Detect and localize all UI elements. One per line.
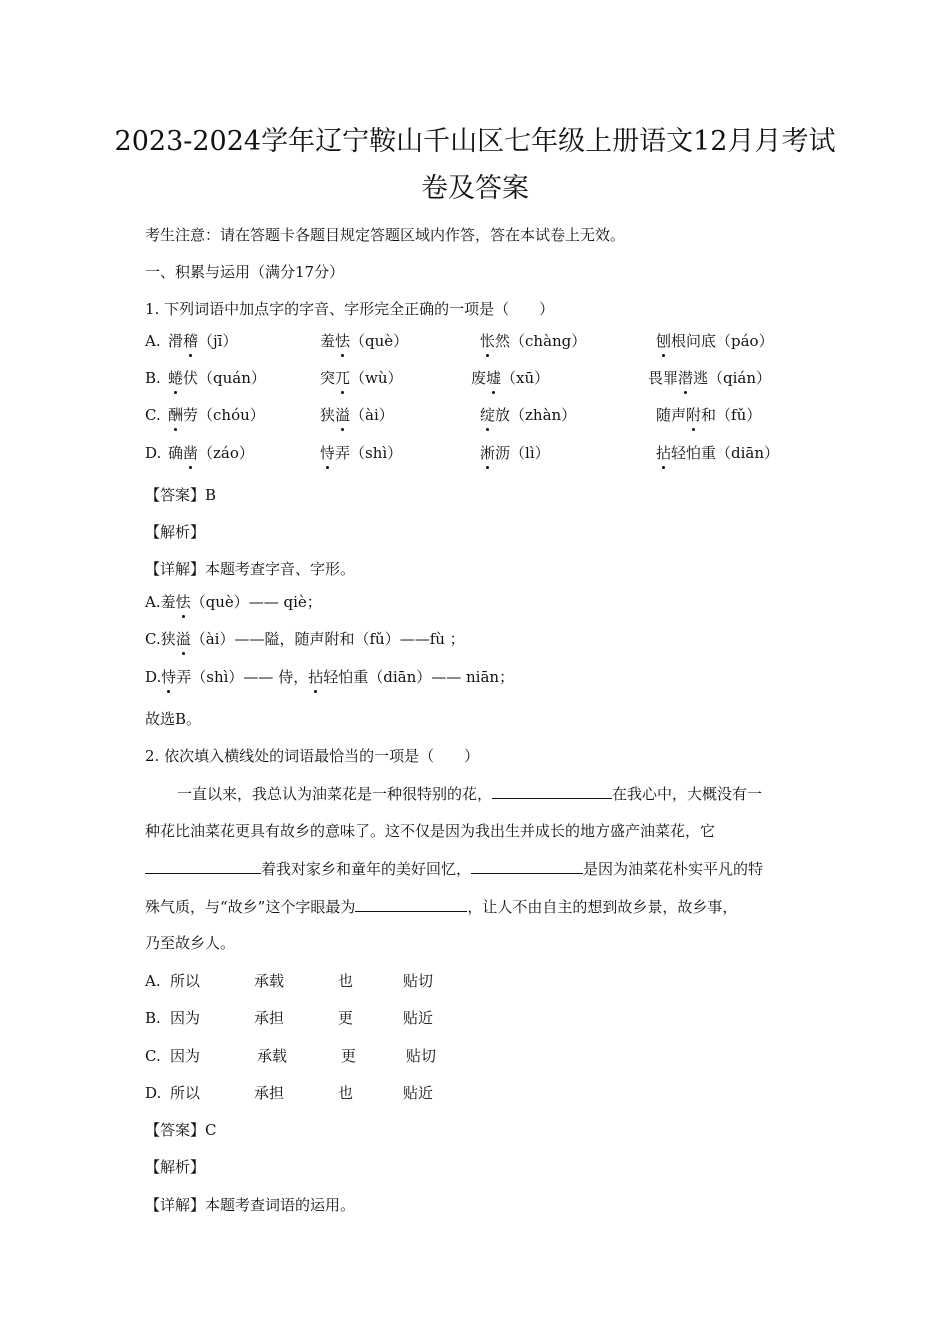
dotted-char: 凿 — [183, 444, 199, 462]
option-letter: C. — [145, 406, 161, 424]
passage-line-4: 殊气质，与“故乡”这个字眼最为 ，让人不由自主的想到故乡景，故乡事， — [145, 895, 807, 918]
option-word: 承载 — [254, 972, 285, 990]
dotted-char: 怅 — [480, 332, 496, 350]
option-letter: D. — [145, 1084, 162, 1102]
dotted-char: 兀 — [335, 369, 351, 387]
option-word: 也 — [338, 972, 354, 990]
passage-line-5: 乃至故乡人。 — [145, 934, 236, 952]
option-item: 突兀（wù） — [320, 369, 403, 387]
passage-line-2: 种花比油菜花更具有故乡的意味了。这不仅是因为我出生并成长的地方盛产油菜花，它 — [145, 822, 716, 840]
q2-answer: 【答案】C — [145, 1121, 217, 1139]
dotted-char: 怯 — [335, 332, 351, 350]
option-item: 蜷伏（quán） — [168, 369, 266, 387]
option-letter: A. — [145, 972, 161, 990]
option-word: 所以 — [170, 972, 201, 990]
option-word: 更 — [338, 1009, 354, 1027]
option-letter: C. — [145, 1047, 161, 1065]
option-item: 绽放（zhàn） — [480, 406, 577, 424]
option-item: 随声附和（fǔ） — [656, 406, 762, 424]
dotted-char: 刨 — [656, 332, 672, 350]
option-letter: A. — [145, 332, 161, 350]
fill-blank — [355, 895, 467, 912]
option-item: 畏罪潜逃（qián） — [648, 369, 772, 387]
option-item: 恃弄（shì） — [320, 444, 403, 462]
option-item: 废墟（xū） — [471, 369, 550, 387]
dotted-char: 稽 — [183, 332, 199, 350]
option-letter: B. — [145, 1009, 161, 1027]
option-word: 贴切 — [403, 972, 434, 990]
dotted-char: 淅 — [480, 444, 496, 462]
section-heading: 一、积累与运用（满分17分） — [145, 263, 345, 281]
dotted-char: 溢 — [335, 406, 351, 424]
dotted-char: 溢 — [175, 630, 191, 648]
option-word: 承担 — [254, 1009, 285, 1027]
dotted-char: 附 — [686, 406, 702, 424]
option-item: 刨根问底（páo） — [656, 332, 774, 350]
document-title-line1: 2023-2024学年辽宁鞍山千山区七年级上册语文12月月考试 — [114, 126, 836, 157]
passage-line-3: 着我对家乡和童年的美好回忆， 是因为油菜花朴实平凡的特 — [145, 857, 807, 880]
fill-blank — [492, 782, 612, 799]
dotted-char: 拈 — [656, 444, 672, 462]
q1-explanation-d: D.恃弄（shì）—— 侍，拈轻怕重（diān）—— niān； — [145, 668, 515, 686]
option-letter: D. — [145, 444, 162, 462]
dotted-char: 拈 — [308, 668, 324, 686]
question-1-stem: 1. 下列词语中加点字的字音、字形完全正确的一项是（ ） — [145, 300, 555, 318]
option-item: 羞怯（què） — [320, 332, 409, 350]
option-word: 贴切 — [406, 1047, 437, 1065]
exam-notice: 考生注意：请在答题卡各题目规定答题区域内作答，答在本试卷上无效。 — [145, 226, 626, 244]
option-word: 贴近 — [403, 1009, 434, 1027]
q1-conclusion: 故选B。 — [145, 710, 202, 728]
option-word: 因为 — [170, 1009, 201, 1027]
dotted-char: 恃 — [161, 668, 177, 686]
option-word: 承载 — [257, 1047, 288, 1065]
option-word: 更 — [341, 1047, 357, 1065]
q2-detail: 【详解】本题考查词语的运用。 — [145, 1196, 356, 1214]
q2-analysis-label: 【解析】 — [145, 1158, 206, 1176]
option-item: 拈轻怕重（diān） — [656, 444, 780, 462]
dotted-char: 蜷 — [168, 369, 184, 387]
dotted-char: 潜 — [678, 369, 694, 387]
dotted-char: 绽 — [480, 406, 496, 424]
q1-answer: 【答案】B — [145, 486, 217, 504]
option-item: 滑稽（jī） — [168, 332, 238, 350]
option-word: 所以 — [170, 1084, 201, 1102]
option-letter: B. — [145, 369, 161, 387]
dotted-char: 怯 — [175, 593, 191, 611]
option-item: 酬劳（chóu） — [168, 406, 265, 424]
option-word: 因为 — [170, 1047, 201, 1065]
question-2-stem: 2. 依次填入横线处的词语最恰当的一项是（ ） — [145, 747, 480, 765]
option-item: 确凿（záo） — [168, 444, 254, 462]
passage-line-1: 一直以来，我总认为油菜花是一种很特别的花， 在我心中，大概没有一 — [177, 782, 807, 805]
q1-explanation-a: A.羞怯（què）—— qiè； — [145, 593, 322, 611]
dotted-char: 酬 — [168, 406, 184, 424]
option-word: 承担 — [254, 1084, 285, 1102]
document-title-line2: 卷及答案 — [421, 173, 529, 204]
dotted-char: 恃 — [320, 444, 336, 462]
option-item: 狭溢（ài） — [320, 406, 394, 424]
option-item: 淅沥（lì） — [480, 444, 550, 462]
option-word: 贴近 — [403, 1084, 434, 1102]
fill-blank — [471, 857, 583, 874]
dotted-char: 墟 — [486, 369, 502, 387]
q1-detail: 【详解】本题考查字音、字形。 — [145, 560, 356, 578]
fill-blank — [145, 857, 261, 874]
q1-explanation-c: C.狭溢（ài）——隘，随声附和（fǔ）——fù ； — [145, 630, 465, 648]
option-item: 怅然（chàng） — [480, 332, 587, 350]
q1-analysis-label: 【解析】 — [145, 523, 206, 541]
option-word: 也 — [338, 1084, 354, 1102]
